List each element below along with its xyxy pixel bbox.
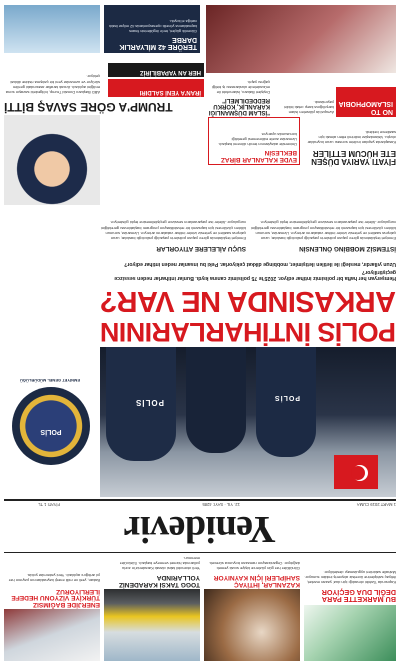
story-market-body: Kapısında 'Sahibi olmadığı için dua' yazan market, ihtiyaç sahiplerine ücretsiz alışveriş imkânı sunuyor. Mahalle sakinleri uygulamayı destekliyor. bbox=[304, 569, 396, 585]
story-kazan-body: Gönüllüler her gün yüzlerce kişiye sıcak yemek dağıtıyor. Organizasyon ramazan boyunca sürecek. bbox=[208, 560, 300, 571]
masthead-price: FİYATI 1 TL bbox=[38, 502, 60, 507]
meat-title: FİYATI YARIYA DÜŞEN ETE HÜCUM ETTİLER bbox=[311, 148, 396, 166]
main-body-col-2: Emniyet teşkilatında görev yapan polislerin yaşadığı psikolojik baskılar, uzun çalışma saatleri ve yetersiz izinler intihar vakalarını artırıyor. Uzmanlar, sorunun kökten çözülmesi için kapsamlı bir rehabilitasyon programı başlatılması gerektiğini vurguluyor. Aileler ise yaşananların sessizce geçiştirilmesine tepki gösteriyor. bbox=[100, 220, 246, 241]
main-headline-1: POLİS İNTİHARLARININ bbox=[100, 317, 396, 347]
main-body-col-1: Emniyet teşkilatında görev yapan polislerin yaşadığı psikolojik baskılar, uzun çalışma saatleri ve yetersiz izinler intihar vakalarını artırıyor. Uzmanlar, sorunun kökten çözülmesi için kapsamlı bir rehabilitasyon programı başlatılması gerektiğini vurguluyor. Aileler ise yaşananların sessizce geçiştirilmesine tepki gösteriyor. bbox=[250, 220, 396, 241]
story-energy-body: Bakan, yerli ve milli enerji kaynaklarının payının her yıl arttığını açıkladı. Yeni yatırımlar yolda. bbox=[8, 572, 100, 583]
story-taxi-title: TOGG TAKSİ KARADENİZ YOLLARINDA bbox=[118, 574, 200, 588]
badge-caption: EMNİYET GENEL MÜDÜRLÜĞÜ bbox=[20, 378, 80, 383]
vest-label-2: POLİS bbox=[273, 394, 300, 401]
drone-photo bbox=[4, 5, 100, 53]
badge-text-top: POLİS bbox=[40, 428, 62, 435]
masthead-logo: Yenidevir bbox=[124, 508, 276, 550]
masthead-info: 12. YIL · SAYI: 4285 bbox=[202, 502, 240, 507]
trump-body: ABD Başkanı Donald Trump, bölgedeki savaşın sona erdiğini açıkladı. Ancak taraflar arasındaki gerilim sürüyor ve uzmanlar yeni bir çatışma riskine dikkat çekiyor. bbox=[5, 74, 100, 95]
islam-title: "İSLAM DÜŞMANLIĞI KARANLIK, KORKU REDDEDİLMELİ" bbox=[208, 96, 270, 115]
terror-box: TERÖRE 42 MİLYARLIK DARBE Güvenlik güçleri, terör örgütlerinin finans kaynaklarına yönelik operasyonlarda 42 milyar liralık varlığa el koydu. bbox=[104, 5, 200, 53]
story-market-title: BU MARKETTE PARA DEĞİL DUA GEÇİYOR bbox=[321, 587, 396, 604]
energy-photo bbox=[4, 609, 100, 661]
police-photo bbox=[100, 347, 396, 497]
trump-photo bbox=[4, 115, 100, 205]
meat-body: Kasaplarda yapılan indirim sonrası uzun kuyruklar oluştu. Vatandaşlar indirimli etten almak için saatlerce bekledi. bbox=[307, 129, 396, 145]
police-badge-icon bbox=[12, 387, 90, 465]
no-to-box: NO TO ISLAMOPHOBIA bbox=[336, 87, 396, 117]
main-headline-2: ARKASINDA NE VAR? bbox=[100, 285, 396, 317]
no-to-body: Avrupa'da yükselen İslam karşıtlığına karşı ortak bildiri yayımlandı. bbox=[284, 99, 334, 115]
main-deck: Hemşeryan her hafta bir polisimiz intihar ediyor. 2025'te 75 polisimiz canına kıydı. Bunlar intiharlar neden sessizce geçiştiriliyor? bbox=[114, 268, 396, 281]
taxi-photo bbox=[104, 589, 200, 661]
meat-photo bbox=[206, 5, 396, 73]
story-energy-title: ENERJİDE BAĞIMSIZ TÜRKİYE VİZYONU HEDEFE İLERLİYORUZ bbox=[11, 587, 100, 608]
masthead-bottom-rule bbox=[4, 500, 396, 502]
main-deck-2: Uzun yıllardır, mesleği ile iletilen iletişimler, mobbinge dikkat çekiyorlar. Peki bu insanlar neden intihar ediyor? bbox=[124, 261, 396, 267]
turkish-flag bbox=[334, 455, 378, 489]
evde-box: EVDE KALANLAR BİRAZ BEKLESİN Üniversite adaylarının tercih dönemi başladı. Uzmanlar acele edilmemesi gerektiği konusunda uyarıyor. bbox=[208, 117, 300, 165]
story-kazan-title: KAZANLAR, İHTİYAÇ SAHİPLERİ İÇİN KAYNIYOR bbox=[213, 574, 300, 588]
vest-label: POLİS bbox=[134, 398, 164, 407]
subhead-mobbing: İSTEMSİZ MOBBİNG ÖNLENSİN bbox=[299, 245, 396, 252]
trump-headline: TRUMP'A GÖRE SAVAŞ BİTTİ bbox=[4, 100, 173, 114]
kazan-photo bbox=[204, 589, 300, 661]
trump-box-1: İRAN'A YENİ SALDIRI bbox=[108, 79, 204, 97]
market-photo bbox=[304, 605, 396, 661]
masthead-top-rule bbox=[4, 552, 396, 553]
story-taxi-body: Yerli otomobil taksi olarak Karadeniz'in zorlu yollarında hizmet vermeye başladı. Sürücüler memnun. bbox=[119, 555, 200, 571]
islam-body: Dışişleri Bakanı, İslamofobi ile mücadelede uluslararası iş birliği çağrısı yaptı. bbox=[211, 79, 270, 95]
trump-box-2: HER AN YAPABİLİRİZ bbox=[108, 63, 204, 77]
masthead-date: 1 MART 2019 CUMA bbox=[356, 502, 396, 507]
subhead-families: SUÇU AİLELERE ATIYORLAR bbox=[156, 245, 246, 252]
